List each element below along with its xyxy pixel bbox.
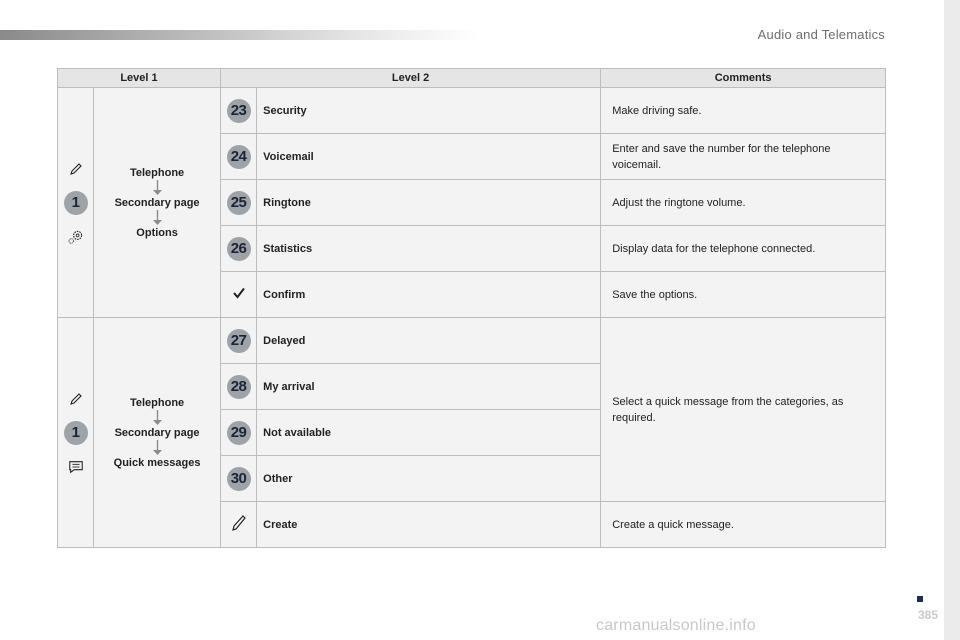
badge-cell [220,226,256,272]
item-comment: Display data for the telephone connected. [601,226,886,272]
item-label: Delayed [257,318,601,364]
item-badge: 30 [227,467,251,491]
header-level1: Level 1 [58,69,221,88]
side-strip [944,0,960,640]
path-options: Options [136,226,178,239]
menu-table [57,68,886,548]
table-row [58,88,886,134]
badge-cell [220,180,256,226]
item-label: Voicemail [257,134,601,180]
header-comments: Comments [601,69,886,88]
pen-icon [68,391,84,407]
item-label: Ringtone [257,180,601,226]
item-label: My arrival [257,364,601,410]
pen-icon [231,523,247,535]
level1-badge: 1 [64,191,88,215]
item-badge: 27 [227,329,251,353]
badge-cell [220,134,256,180]
item-comment: Make driving safe. [601,88,886,134]
path-telephone: Telephone [129,396,185,409]
item-comment: Create a quick message. [601,502,886,548]
item-label: Not available [257,410,601,456]
badge-cell [220,410,256,456]
badge-cell [220,88,256,134]
item-badge: 25 [227,191,251,215]
item-label: Security [257,88,601,134]
badge-cell [220,272,256,318]
item-badge: 28 [227,375,251,399]
section-title: Audio and Telematics [757,27,885,42]
level1-icons [58,318,94,548]
arrow-down-icon [152,440,163,456]
item-badge: 24 [227,145,251,169]
item-badge: 23 [227,99,251,123]
item-label: Confirm [257,272,601,318]
pen-icon [68,161,84,177]
watermark: carmanualsonline.info [596,617,756,634]
item-comment: Select a quick message from the categories, as required. [601,318,886,502]
table-header-row [58,69,886,88]
table-row [58,318,886,364]
page-marker [917,596,923,602]
item-comment: Enter and save the number for the telephone voicemail. [601,134,886,180]
arrow-down-icon [152,410,163,426]
item-label: Other [257,456,601,502]
level1-badge: 1 [64,421,88,445]
item-badge: 26 [227,237,251,261]
badge-cell [220,318,256,364]
path-secondary-page: Secondary page [114,426,200,439]
arrow-down-icon [152,180,163,196]
path-telephone: Telephone [129,166,185,179]
item-comment: Adjust the ringtone volume. [601,180,886,226]
item-comment: Save the options. [601,272,886,318]
path-quick-messages: Quick messages [113,456,201,469]
level1-path [94,318,221,548]
badge-cell [220,456,256,502]
level1-icons [58,88,94,318]
page-number: 385 [917,608,938,622]
arrow-down-icon [152,210,163,226]
badge-cell [220,502,256,548]
level1-path [94,88,221,318]
check-icon [233,290,245,302]
header-gradient-bar [0,30,480,40]
badge-cell [220,364,256,410]
path-secondary-page: Secondary page [114,196,200,209]
message-icon [68,459,84,475]
item-badge: 29 [227,421,251,445]
header-level2: Level 2 [220,69,600,88]
settings-gear-icon [68,229,84,245]
item-label: Create [257,502,601,548]
item-label: Statistics [257,226,601,272]
